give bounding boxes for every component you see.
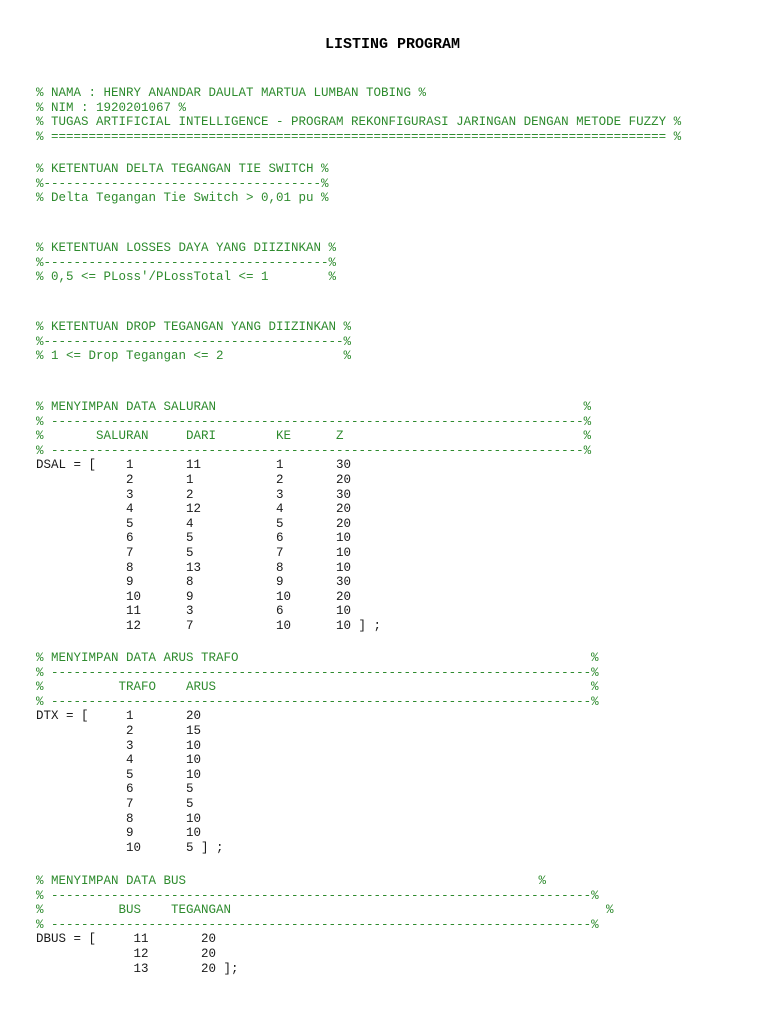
table-cell: 10 — [276, 589, 292, 604]
table-cell: 20 ]; — [201, 961, 239, 976]
table-cell: 15 — [186, 723, 202, 738]
column-header-trafo: TRAFO — [118, 680, 157, 695]
table-cell: 30 — [336, 575, 352, 590]
table-cell: 8 — [276, 560, 284, 575]
table-cell: 10 — [126, 840, 142, 855]
table-cell: 30 — [336, 458, 352, 473]
rule-title: % KETENTUAN DROP TEGANGAN YANG DIIZINKAN % — [36, 320, 352, 334]
rule-delta-voltage-section — [36, 162, 736, 206]
table-separator: % ------------------------------------------------------------------------% — [36, 665, 599, 680]
table-cell: 6 — [276, 531, 284, 546]
bus-data-rows — [36, 932, 736, 976]
table-cell: 10 — [336, 545, 352, 560]
table-cell: 10 — [276, 618, 292, 633]
table-cell: 8 — [126, 811, 134, 826]
table-row — [36, 932, 736, 947]
table-cell: 4 — [126, 502, 134, 517]
table-cell: 5 — [126, 516, 134, 531]
table-cell: 9 — [126, 575, 134, 590]
table-cell: 2 — [126, 472, 134, 487]
table-row — [36, 724, 736, 739]
table-cell: 12 — [126, 618, 142, 633]
table-cell: 1 — [126, 709, 134, 724]
comment-end-mark: % — [591, 680, 599, 695]
table-row — [36, 546, 736, 561]
matrix-variable-declaration: DBUS = [ — [36, 932, 97, 947]
matrix-variable-declaration: DSAL = [ — [36, 458, 97, 473]
table-cell: 10 — [186, 753, 202, 768]
column-header-row — [36, 680, 736, 695]
section-title-line — [36, 400, 736, 415]
comment-end-mark: % — [606, 903, 614, 918]
table-cell: 5 — [186, 531, 194, 546]
table-cell: 2 — [186, 487, 194, 502]
student-id-comment: % NIM : 1920201067 % — [36, 100, 187, 115]
table-cell: 9 — [276, 575, 284, 590]
column-header-row — [36, 903, 736, 918]
table-cell: 3 — [186, 604, 194, 619]
comment-end-mark: % — [583, 429, 592, 444]
table-cell: 5 — [186, 782, 194, 797]
table-cell: 5 ] ; — [186, 840, 224, 855]
table-cell: 2 — [276, 472, 284, 487]
table-row — [36, 561, 736, 576]
table-cell: 11 — [133, 932, 149, 947]
table-cell: 4 — [126, 753, 134, 768]
table-cell: 10 — [186, 826, 202, 841]
rule-title: % KETENTUAN LOSSES DAYA YANG DIIZINKAN % — [36, 241, 337, 255]
trafo-data-section — [36, 651, 736, 855]
table-row — [36, 947, 736, 962]
comment-end-mark: % — [583, 400, 592, 414]
column-header-saluran: SALURAN — [96, 429, 149, 444]
table-cell: 10 — [126, 589, 142, 604]
comment-end-mark: % — [538, 874, 547, 888]
table-row — [36, 575, 736, 590]
table-cell: 7 — [126, 796, 134, 811]
header-divider-comment: % ================================================================================== % — [36, 129, 682, 144]
table-cell: 20 — [336, 589, 352, 604]
column-header-tegangan: TEGANGAN — [171, 903, 232, 918]
table-cell: 20 — [201, 946, 217, 961]
table-cell: 20 — [201, 932, 217, 947]
table-cell: 5 — [186, 545, 194, 560]
column-header-dari: DARI — [186, 429, 217, 444]
table-cell: 10 — [186, 767, 202, 782]
matrix-closing-bracket: ] ; — [201, 840, 224, 855]
table-cell: 3 — [126, 487, 134, 502]
table-cell: 10 — [336, 531, 352, 546]
matrix-variable-declaration: DTX = [ — [36, 709, 89, 724]
table-cell: 1 — [186, 472, 194, 487]
table-row — [36, 739, 736, 754]
table-row — [36, 753, 736, 768]
table-cell: 11 — [126, 604, 142, 619]
table-row — [36, 826, 736, 841]
rule-condition: % 0,5 <= PLoss'/PLossTotal <= 1 % — [36, 270, 337, 285]
assignment-title-comment: % TUGAS ARTIFICIAL INTELLIGENCE - PROGRAM REKONFIGURASI JARINGAN DENGAN METODE FUZZY % — [36, 115, 682, 130]
comment-start-mark: % — [36, 903, 44, 918]
table-cell: 8 — [186, 575, 194, 590]
table-cell: 20 — [336, 516, 352, 531]
column-header-arus: ARUS — [186, 680, 217, 695]
table-cell: 12 — [186, 502, 202, 517]
table-cell: 6 — [126, 782, 134, 797]
table-cell: 4 — [186, 516, 194, 531]
page-title: LISTING PROGRAM — [325, 36, 461, 53]
rule-divider: %----------------------------------------% — [36, 334, 352, 349]
matrix-closing-bracket: ]; — [223, 961, 239, 976]
table-cell: 6 — [276, 604, 284, 619]
table-row — [36, 782, 736, 797]
column-header-z: Z — [336, 429, 344, 444]
table-cell: 9 — [186, 589, 194, 604]
table-row — [36, 473, 736, 488]
section-title: % MENYIMPAN DATA BUS — [36, 874, 187, 888]
table-row — [36, 812, 736, 827]
table-cell: 6 — [126, 531, 134, 546]
table-cell: 4 — [276, 502, 284, 517]
rule-divider: %--------------------------------------% — [36, 255, 337, 270]
table-row — [36, 488, 736, 503]
saluran-data-rows — [36, 458, 736, 633]
table-separator: % -----------------------------------------------------------------------% — [36, 443, 592, 458]
table-cell: 3 — [126, 738, 134, 753]
section-title-line — [36, 651, 736, 666]
comment-start-mark: % — [36, 680, 44, 695]
rule-divider: %-------------------------------------% — [36, 176, 329, 191]
table-cell: 7 — [126, 545, 134, 560]
table-cell: 10 — [336, 560, 352, 575]
table-cell: 5 — [276, 516, 284, 531]
table-row — [36, 502, 736, 517]
matrix-closing-bracket: ] ; — [358, 618, 382, 633]
table-cell: 2 — [126, 723, 134, 738]
table-cell: 1 — [276, 458, 284, 473]
table-cell: 20 — [186, 709, 202, 724]
table-cell: 5 — [126, 767, 134, 782]
column-header-ke: KE — [276, 429, 292, 444]
rule-title: % KETENTUAN DELTA TEGANGAN TIE SWITCH % — [36, 162, 329, 176]
rule-condition: % Delta Tegangan Tie Switch > 0,01 pu % — [36, 191, 329, 206]
saluran-data-section — [36, 400, 736, 634]
section-title: % MENYIMPAN DATA ARUS TRAFO — [36, 651, 239, 665]
bus-data-section — [36, 874, 736, 976]
trafo-data-rows — [36, 709, 736, 855]
table-cell: 5 — [186, 796, 194, 811]
section-title-line — [36, 874, 736, 889]
rule-condition: % 1 <= Drop Tegangan <= 2 % — [36, 349, 352, 364]
table-row — [36, 531, 736, 546]
author-name-comment: % NAMA : HENRY ANANDAR DAULAT MARTUA LUMBAN TOBING % — [36, 86, 427, 100]
table-cell: 10 — [186, 811, 202, 826]
comment-end-mark: % — [591, 651, 599, 665]
table-row — [36, 797, 736, 812]
table-cell: 12 — [133, 946, 149, 961]
column-header-row — [36, 429, 736, 444]
author-header-comment — [36, 86, 736, 144]
table-row — [36, 709, 736, 724]
table-cell: 13 — [133, 961, 149, 976]
table-separator: % -----------------------------------------------------------------------% — [36, 414, 592, 429]
rule-power-losses-section — [36, 241, 736, 285]
table-cell: 13 — [186, 560, 202, 575]
table-row — [36, 517, 736, 532]
table-row — [36, 619, 736, 634]
section-title: % MENYIMPAN DATA SALURAN — [36, 400, 217, 414]
rule-voltage-drop-section — [36, 320, 736, 364]
table-row — [36, 458, 736, 473]
comment-start-mark: % — [36, 429, 44, 444]
table-row — [36, 590, 736, 605]
table-row — [36, 604, 736, 619]
table-cell: 3 — [276, 487, 284, 502]
table-cell: 30 — [336, 487, 352, 502]
table-cell: 10 ] ; — [336, 618, 382, 633]
table-cell: 10 — [186, 738, 202, 753]
column-header-bus: BUS — [118, 903, 142, 918]
table-cell: 11 — [186, 458, 202, 473]
table-separator: % ------------------------------------------------------------------------% — [36, 694, 599, 709]
table-cell: 8 — [126, 560, 134, 575]
table-cell: 7 — [276, 545, 284, 560]
table-separator: % ------------------------------------------------------------------------% — [36, 888, 599, 903]
table-cell: 9 — [126, 826, 134, 841]
table-cell: 7 — [186, 618, 194, 633]
table-row — [36, 962, 736, 977]
table-cell: 1 — [126, 458, 134, 473]
table-separator: % ------------------------------------------------------------------------% — [36, 917, 599, 932]
table-row — [36, 841, 736, 856]
table-cell: 10 — [336, 604, 352, 619]
table-cell: 20 — [336, 472, 352, 487]
table-cell: 20 — [336, 502, 352, 517]
table-row — [36, 768, 736, 783]
